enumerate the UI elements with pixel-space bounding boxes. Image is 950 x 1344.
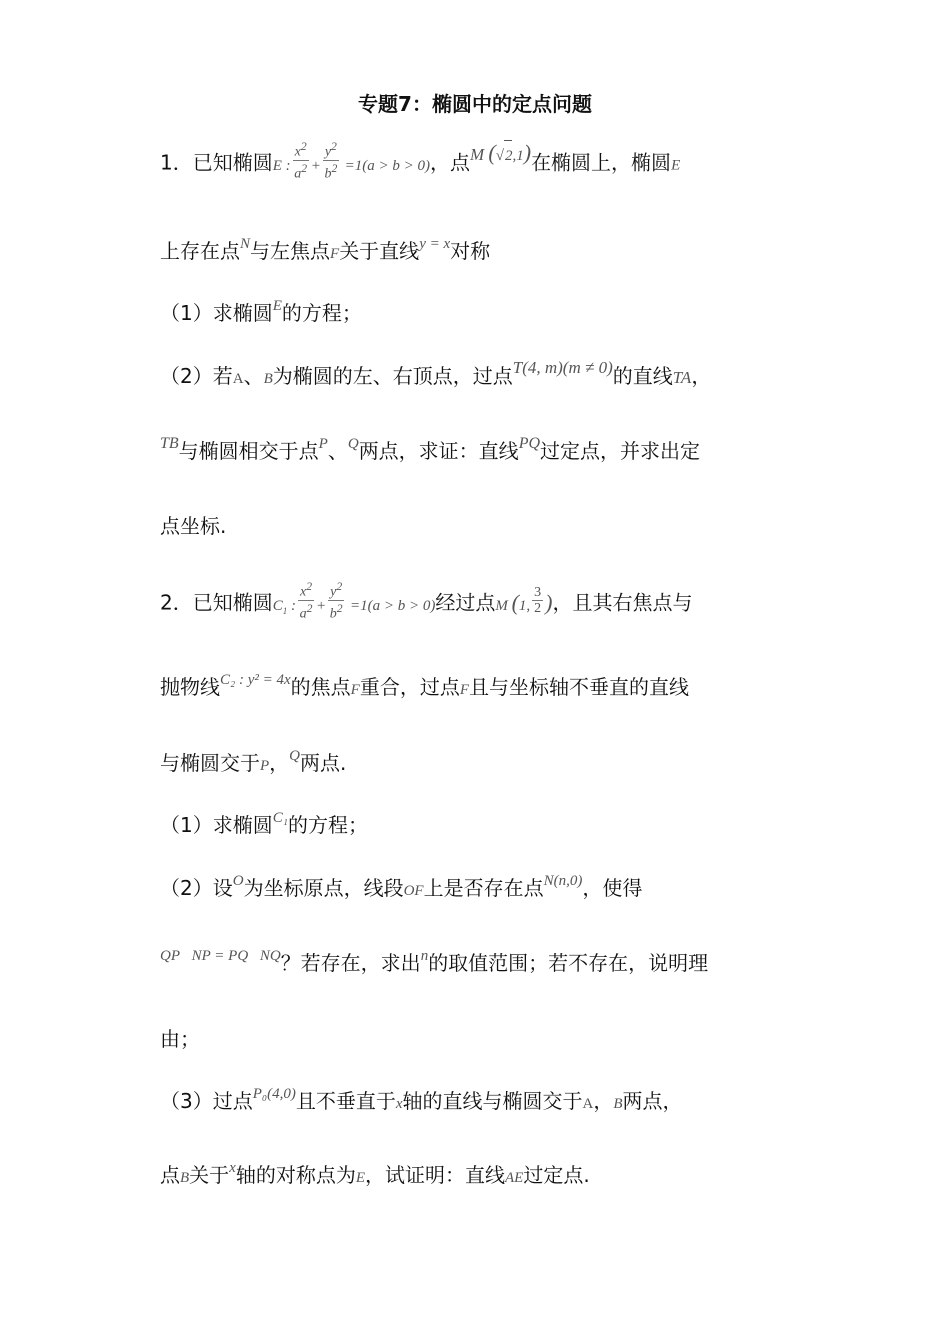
p1-line1 <box>160 139 681 187</box>
var-c1: C₁ <box>272 810 288 826</box>
text: 的取值范围；若不存在，说明理 <box>428 951 709 975</box>
p2-number-text: 2．已知椭圆 <box>160 590 273 615</box>
text: （2）若 <box>160 364 233 388</box>
p2-line6 <box>160 948 708 981</box>
text: （1）求椭圆 <box>160 301 273 325</box>
var-o: O <box>232 873 244 889</box>
p2-line2 <box>160 672 689 705</box>
segment-of: OF <box>403 883 424 899</box>
text: 经过点 <box>435 590 496 615</box>
text: 、 <box>243 364 264 388</box>
line-ta: TA <box>672 368 692 387</box>
p1-number-text: 1．已知椭圆 <box>160 150 273 175</box>
text: 轴的对称点为 <box>235 1163 356 1187</box>
text: ？若存在，求出 <box>280 951 421 975</box>
text: 重合，过点 <box>359 675 460 699</box>
text: ，点 <box>430 150 470 175</box>
vector-equation: QP⃞NP = PQ⃞NQ <box>160 948 281 964</box>
var-f: F <box>459 682 469 698</box>
text: 两点. <box>300 751 347 775</box>
page-title: 专题7：椭圆中的定点问题 <box>358 92 592 116</box>
text: 的方程； <box>287 813 368 837</box>
text: 的焦点 <box>290 675 351 699</box>
text: 为椭圆的左、右顶点，过点 <box>272 364 513 388</box>
var-e: E <box>272 298 282 314</box>
var-b: B <box>263 371 273 387</box>
text: （2）设 <box>160 876 233 900</box>
text: 的直线 <box>612 364 673 388</box>
p2-ellipse-equation: $C_1$ : $\frac{x^2}{a^2}$ + $\frac{y^2}{b^2}$ =1(a > b > 0) <box>272 580 436 622</box>
text: 上是否存在点 <box>423 876 544 900</box>
point-n: N(n,0) <box>543 873 583 889</box>
text: 由； <box>160 1027 200 1051</box>
text: 关于 <box>189 1163 230 1187</box>
var-e: E <box>671 157 681 174</box>
var-f: F <box>330 246 340 262</box>
var-n: n <box>420 948 429 964</box>
p2-line5 <box>160 873 642 906</box>
text: 且与坐标轴不垂直的直线 <box>469 675 689 699</box>
text: 在椭圆上，椭圆 <box>531 150 672 175</box>
line-tb: TB <box>160 435 179 452</box>
p2-point-m: M (1, $\frac{3}{2}$ ) <box>495 584 553 616</box>
text: 、 <box>327 439 348 463</box>
text: 过定点. <box>523 1163 590 1187</box>
text: 点坐标. <box>160 514 227 538</box>
text: 上存在点 <box>160 239 240 263</box>
text: 的方程； <box>281 301 362 325</box>
point-t: T(4, m)(m ≠ 0) <box>512 358 613 377</box>
text: ，试证明：直线 <box>365 1163 506 1187</box>
var-a: A <box>582 1096 594 1112</box>
var-a: A <box>232 371 244 387</box>
text: 与椭圆相交于点 <box>178 439 319 463</box>
p1-line2 <box>160 236 490 269</box>
p2-line3 <box>160 748 346 781</box>
text: （3）过点 <box>160 1089 253 1113</box>
text: （1）求椭圆 <box>160 813 273 837</box>
text: ，使得 <box>582 876 643 900</box>
text: 关于直线 <box>339 239 420 263</box>
text: 与左焦点 <box>250 239 331 263</box>
p2-line1 <box>160 580 693 627</box>
var-p: P <box>260 758 270 774</box>
text: ， <box>593 1089 614 1113</box>
text: 抛物线 <box>160 675 220 699</box>
text: 对称 <box>450 239 491 263</box>
p2-line8 <box>160 1086 683 1119</box>
p1-line6 <box>160 511 226 541</box>
var-n: N <box>240 236 251 252</box>
text: 与椭圆交于 <box>160 751 260 775</box>
var-f: F <box>350 682 360 698</box>
var-b: B <box>180 1170 190 1186</box>
text: ， <box>691 364 712 388</box>
p2-line4 <box>160 810 368 843</box>
p1-line3 <box>160 298 362 331</box>
line-y-eq-x: y = x <box>419 236 451 252</box>
p1-line5 <box>160 436 700 469</box>
text: 过定点，并求出定 <box>540 439 701 463</box>
text: 点 <box>160 1163 180 1187</box>
p2-line7 <box>160 1024 200 1054</box>
var-q: Q <box>347 436 359 452</box>
var-x: x <box>229 1160 236 1176</box>
var-x: x <box>395 1096 403 1112</box>
p1-ellipse-equation: E : $\frac{x^2}{a^2}$ + $\frac{y^2}{b^2}$ =1(a > b > 0) <box>272 140 430 182</box>
parabola-equation: C₂ : y² = 4x <box>220 672 291 688</box>
text: 两点， <box>622 1089 683 1113</box>
p2-line9 <box>160 1160 590 1193</box>
text: 为坐标原点，线段 <box>243 876 404 900</box>
var-b: B <box>613 1096 623 1112</box>
p1-line4 <box>160 358 712 394</box>
p1-point-m: M (√2,1) <box>470 145 531 164</box>
line-pq: PQ <box>518 435 541 452</box>
point-p0: P₀(4,0) <box>252 1086 296 1102</box>
text: ， <box>269 751 290 775</box>
var-e: E <box>355 1170 366 1186</box>
line-ae: AE <box>505 1170 524 1186</box>
text: 两点，求证：直线 <box>358 439 519 463</box>
var-q: Q <box>289 748 301 764</box>
text: ，且其右焦点与 <box>552 590 693 615</box>
var-p: P <box>318 436 328 452</box>
text: 且不垂直于 <box>295 1089 396 1113</box>
text: 轴的直线与椭圆交于 <box>402 1089 583 1113</box>
